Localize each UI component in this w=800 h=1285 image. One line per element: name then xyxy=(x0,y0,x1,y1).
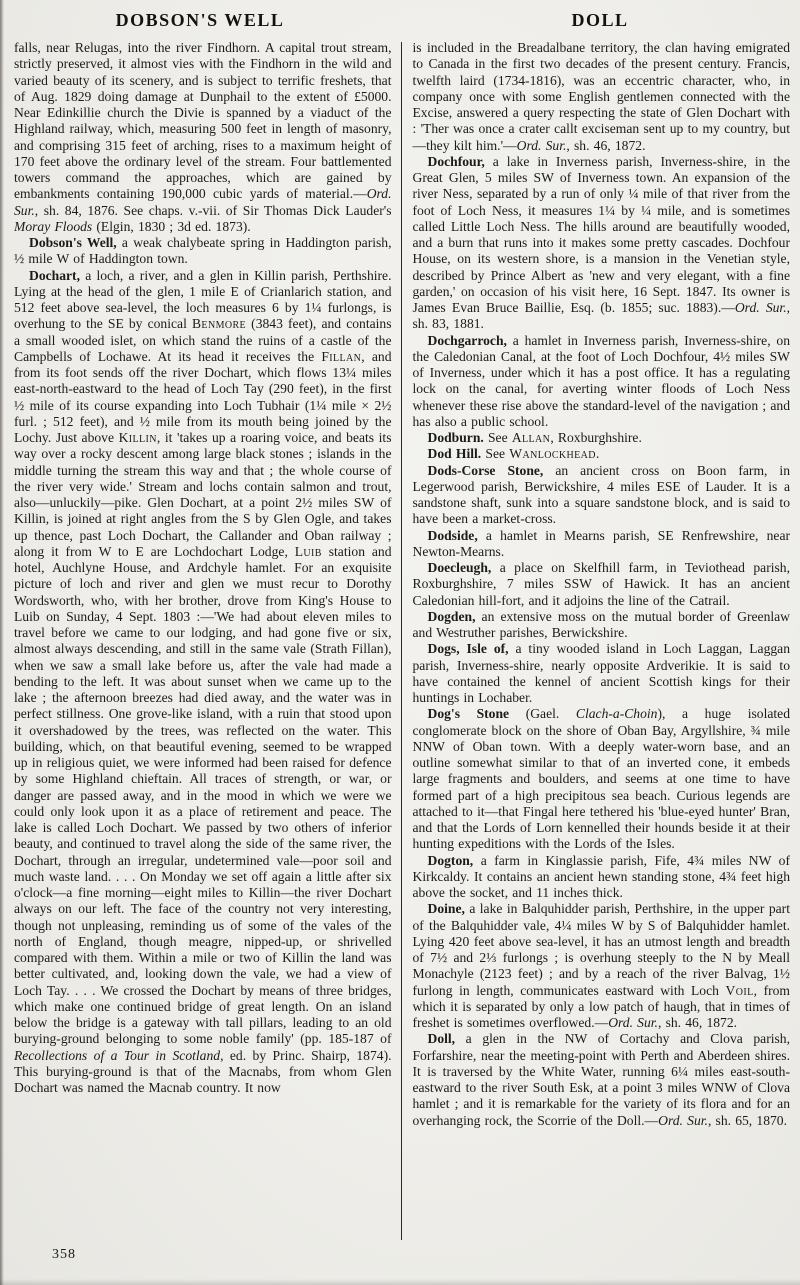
entry-text: a hamlet in Inverness parish, Inverness-shire, on the Caledonian Canal, at the foot of Loch Dochfour, 4½ miles SW of Inverness, under which it has a post office. It has a regulating lock on the canal, for averting winter floods of Loch Ness whenever these rise above the standard-level of the navigation ; and has also a public school. xyxy=(412,332,790,429)
entry-text: a lake in Balquhidder parish, Perthshire, in the upper part of the Balquhidder vale, 4¼ miles W by S of Balquhidder hamlet. Lying 420 feet above sea-level, it has an utmost length and breadth of 7½ and 2⅓ furlongs ; is overhung steeply to the N by Meall Monachyle (2123 feet) ; and by a reach of the river Balvag, 1½ furlong in length, communicates eastward with Loch xyxy=(412,901,790,998)
entry-name: Dog's Stone xyxy=(427,706,510,722)
entry-text: , and from its foot sends off the river Dochart, which flows 13¼ miles east-north-eastward to the head of Loch Tay (290 feet), in the first ½ mile of its course expanding into Loch Tubhair (1¼ mile × 2½ furl. ; 512 feet), and ½ mile from its mouth being joined by the Lochy. Just above xyxy=(14,348,392,445)
entry-paragraph xyxy=(413,333,791,431)
entry-text: Ord. Sur. xyxy=(14,186,392,218)
entry-text: Ord. Sur. xyxy=(734,300,787,315)
left-running-head: DOBSON'S WELL xyxy=(115,10,285,30)
entry-text: an extensive moss on the mutual border of Greenlaw and Westruther parishes, Berwickshire. xyxy=(412,608,790,640)
entry-name: Doll, xyxy=(427,1031,456,1047)
entry-text: Recollections of a Tour in Scotland xyxy=(14,1047,221,1063)
entry-name: Dogton, xyxy=(427,852,474,868)
entry-text: (Gael. xyxy=(509,706,576,722)
entry-paragraph xyxy=(413,560,791,609)
entry-text: Ord. Sur. xyxy=(608,1015,658,1030)
entry-text: Killin xyxy=(118,430,157,445)
entry-paragraph xyxy=(413,901,791,1031)
entry-name: Dods-Corse Stone, xyxy=(427,462,544,478)
entry-text: a farm in Kinglassie parish, Fife, 4¾ miles NW of Kirkcaldy. It contains an ancient hewn standing stone, 4¾ feet high above the socket, and 11 inches thick. xyxy=(412,852,790,900)
entry-text: , sh. 46, 1872. xyxy=(566,137,646,153)
entry-name: Dochart, xyxy=(29,267,80,283)
entry-name: Dochfour, xyxy=(427,153,485,169)
entry-paragraph xyxy=(413,853,791,902)
entry-name: Dochgarroch, xyxy=(427,332,507,348)
right-running-head: DOLL xyxy=(571,10,629,30)
entry-name: Doecleugh, xyxy=(427,560,492,575)
entry-name: Dogs, Isle of, xyxy=(427,641,509,657)
entry-text: See xyxy=(483,430,512,445)
entry-text: an ancient cross on Boon farm, in Legerwood parish, Berwickshire, 4 miles ESE of Lauder. It is a sandstone shaft, sunk into a square sandstone block, and is said to have been a market-cross. xyxy=(412,462,790,527)
entry-paragraph xyxy=(413,40,791,154)
entry-paragraph xyxy=(413,430,791,446)
entry-text: falls, near Relugas, into the river Findhorn. A capital trout stream, strictly preserved, it almost vies with the Findhorn in the wild and varied beauty of its scenery, and is subject to terrific freshets, that of Aug. 1829 doing damage at Dunphail to the extent of £5000. Near Edinkillie church the Divie is spanned by a viaduct of the Highland railway, which, measuring 500 feet in length of masonry, and comprising 315 feet of arching, rises to a maximum height of 170 feet above the ordinary level of the stream. Four battlemented towers command the approaches, which are gained by embankments containing 190,000 cubic yards of material.— xyxy=(14,40,392,202)
entry-name: Dobson's Well, xyxy=(29,235,117,250)
entry-text: , from which it is separated by only a low patch of haugh, that in times of freshet is sometimes overflowed.— xyxy=(412,982,790,1030)
entry-name: Dogden, xyxy=(427,608,476,624)
entry-text: a hamlet in Mearns parish, SE Renfrewshire, near Newton-Mearns. xyxy=(412,527,790,559)
entry-paragraph xyxy=(14,40,392,235)
entry-text: Moray Floods xyxy=(14,218,93,234)
entry-paragraph xyxy=(413,154,791,333)
entry-text: (Elgin, 1830 ; 3d ed. 1873). xyxy=(92,218,251,234)
entry-text: . xyxy=(595,446,600,462)
entry-paragraph xyxy=(413,706,791,852)
entry-paragraph xyxy=(413,446,791,462)
entry-name: Dodside, xyxy=(427,527,478,543)
entry-text: a loch, a river, and a glen in Killin parish, Perthshire. Lying at the head of the glen, 1 mile E of Crianlarich station, and 512 feet above sea-level, the loch measures 6 by 1¼ furlongs, is overhung to the SE by conical xyxy=(14,267,392,332)
entry-text: , sh. 83, 1881. xyxy=(412,300,790,332)
entry-text: Fillan xyxy=(321,348,362,364)
entry-text: Clach-a-Choin xyxy=(575,706,658,722)
entry-paragraph xyxy=(14,268,392,1097)
entry-paragraph xyxy=(413,463,791,528)
entry-name: Dodburn. xyxy=(427,430,484,445)
scan-edge-shadow-bottom xyxy=(0,1279,800,1285)
entry-text: is included in the Breadalbane territory, the clan having emigrated to Canada in the first two decades of the present century. Francis, twelfth laird (1734-1816), was an eccentric character, who, in company once with some English gentlemen connected with the Excise, answered a query respecting the state of Glen Dochart with : 'Ther was once a crater callt exciseman sent up to my country, but—they kilt him.'— xyxy=(412,40,790,153)
entry-name: Dod Hill. xyxy=(427,446,482,462)
entry-text: a tiny wooded island in Loch Laggan, Laggan parish, Inverness-shire, nearly opposite Ardverikie. It is said to have contained the kennel of ancient Scottish kings for their huntings in Lochaber. xyxy=(412,641,790,705)
entry-text: Ord. Sur. xyxy=(658,1112,708,1128)
entry-paragraph xyxy=(413,641,791,706)
running-heads xyxy=(0,10,800,31)
page-number: 358 xyxy=(52,1247,76,1262)
entry-text: a weak chalybeate spring in Haddington parish, ½ mile W of Haddington town. xyxy=(14,235,392,267)
entry-text: (3843 feet), and contains a small wooded islet, on which stand the ruins of a castle of the Campbells of Lochawe. At its head it receives the xyxy=(14,316,392,364)
entry-text: Voil xyxy=(725,982,754,998)
entry-name: Doine, xyxy=(427,901,465,917)
entry-text: ), a huge isolated conglomerate block on the shore of Oban Bay, Argyllshire, ¾ mile NNW of Oban town. With a deeply water-worn base, and an outline somewhat similar to that of an inverted cone, it embeds large fragments and boulders, and seems at one time to have formed part of a high precipitous sea beach. Curious legends are attached to it—that Fingal here tethered his 'blue-eyed hunter' Bran, and that the Lords of Lorn kennelled their hounds beside it at their hunting expeditions with the Lords of the Isles. xyxy=(412,706,790,852)
entry-text: Allan xyxy=(511,430,551,445)
entry-text: Benmore xyxy=(191,316,247,332)
entry-text: a place on Skelfhill farm, in Teviothead parish, Roxburghshire, 7 miles SSW of Hawick. It has an ancient Caledonian hill-fort, and it adjoins the line of the Catrail. xyxy=(412,560,790,608)
entry-text: Wanlockhead xyxy=(509,446,596,462)
scan-edge-shadow-left xyxy=(0,0,4,1285)
entry-text: , Roxburghshire. xyxy=(550,430,642,445)
entry-paragraph xyxy=(413,528,791,561)
left-column xyxy=(14,40,401,1241)
entry-text: , sh. 46, 1872. xyxy=(657,1015,738,1030)
entry-text: Ord. Sur. xyxy=(516,137,567,153)
entry-text: , ed. by Princ. Shairp, 1874). This burying-ground is that of the Macnabs, from whom Glen Dochart was named the Macnab country. It now xyxy=(14,1047,392,1095)
entry-text: station and hotel, Auchlyne House, and Ardchyle hamlet. For an exquisite picture of loch and river and glen we must recur to Dorothy Wordsworth, who, with her brother, drove from King's House to Luib on Sunday, 4 Sept. 1803 :—'We had about eleven miles to travel before we came to our lodging, and had gone five or six, almost always descending, and still in the same vale (Strath Fillan), when we saw a small lake before us, after the vale had made a bending to the left. It was about sunset when we came up to the lake ; the afternoon breezes had died away, and the water was in perfect stillness. One grove-like island, with a ruin that stood upon it overshadowed by the trees, was reflected on the water. This building, which, on that beautiful evening, seemed to be wrapped up in religious quiet, we were informed had been raised for defence by some Highland chieftain. All traces of strength, or war, or danger are passed away, and in the mood in which we were we could only look upon it as a place of retirement and peace. The lake is called Loch Dochart. We passed by two others of inferior beauty, and continued to travel along the side of the same river, the Dochart, through an irregular, undetermined vale—poor soil and much waste land. . . . On Monday we set off again a little after six o'clock—a fine morning—eight miles to Killin—the river Dochart always on our left. The face of the country not very interesting, though not unpleasing, reminding us of some of the vales of the north of England, though meagre, nipped-up, or shrivelled compared with them. Within a mile or two of Killin the land was better cultivated, and, looking down the vale, we had a view of Loch Tay. . . . We crossed the Dochart by means of three bridges, which make one continued bridge of great length. On an island below the bridge is a gateway with tall pillars, leading to an old burying-ground belonging to some noble family' (pp. 185-187 of xyxy=(14,543,392,1047)
entry-text: See xyxy=(481,446,510,462)
entry-text: a glen in the NW of Cortachy and Clova parish, Forfarshire, near the meeting-point with Perth and Aberdeen shires. It is traversed by the White Water, running 6¼ miles east-south-eastward to the river South Esk, at a point 3 miles WNW of Clova hamlet ; and it is remarkable for the variety of its flora and for an overhanging rock, the Scorrie of the Doll.— xyxy=(412,1031,790,1128)
entry-text: , sh. 84, 1876. See chaps. v.-vii. of Sir Thomas Dick Lauder's xyxy=(34,202,392,218)
entry-text: , sh. 65, 1870. xyxy=(707,1112,787,1128)
text-columns xyxy=(14,40,790,1241)
right-column xyxy=(402,40,791,1241)
entry-text: , it 'takes up a roaring voice, and beats its way over a rocky descent among large black stones ; islands in the middle turning the stream this way and that ; the whole course of the river very wide.' Stream and lochs contain salmon and trout, also—unluckily—pike. Glen Dochart, at a point 2½ miles SW of Killin, is joined at right angles from the S by Glen Ogle, and takes up thence, past Loch Dochart, the Callander and Oban railway ; along it from W to E are Lochdochart Lodge, xyxy=(14,430,392,559)
entry-paragraph xyxy=(413,609,791,642)
entry-text: a lake in Inverness parish, Inverness-shire, in the Great Glen, 5 miles SW of Inverness town. An expansion of the river Ness, separated by a run of only ¼ mile of that river from the foot of Loch Ness, it measures 1¼ by ¼ mile, and is sometimes called Little Loch Ness. The hills around are beautifully wooded, and a burn that runs into it makes some pretty cascades. Dochfour House, on its western shore, is a mansion in the Venetian style, described by Prince Albert as 'new and very elegant, with a fine garden,' on occasion of his visit here, 16 Sept. 1847. Its owner is James Evan Bruce Baillie, Esq. (b. 1855; suc. 1883).— xyxy=(412,153,790,315)
entry-paragraph xyxy=(14,235,392,268)
entry-paragraph xyxy=(413,1031,791,1129)
entry-text: Luib xyxy=(294,543,322,559)
